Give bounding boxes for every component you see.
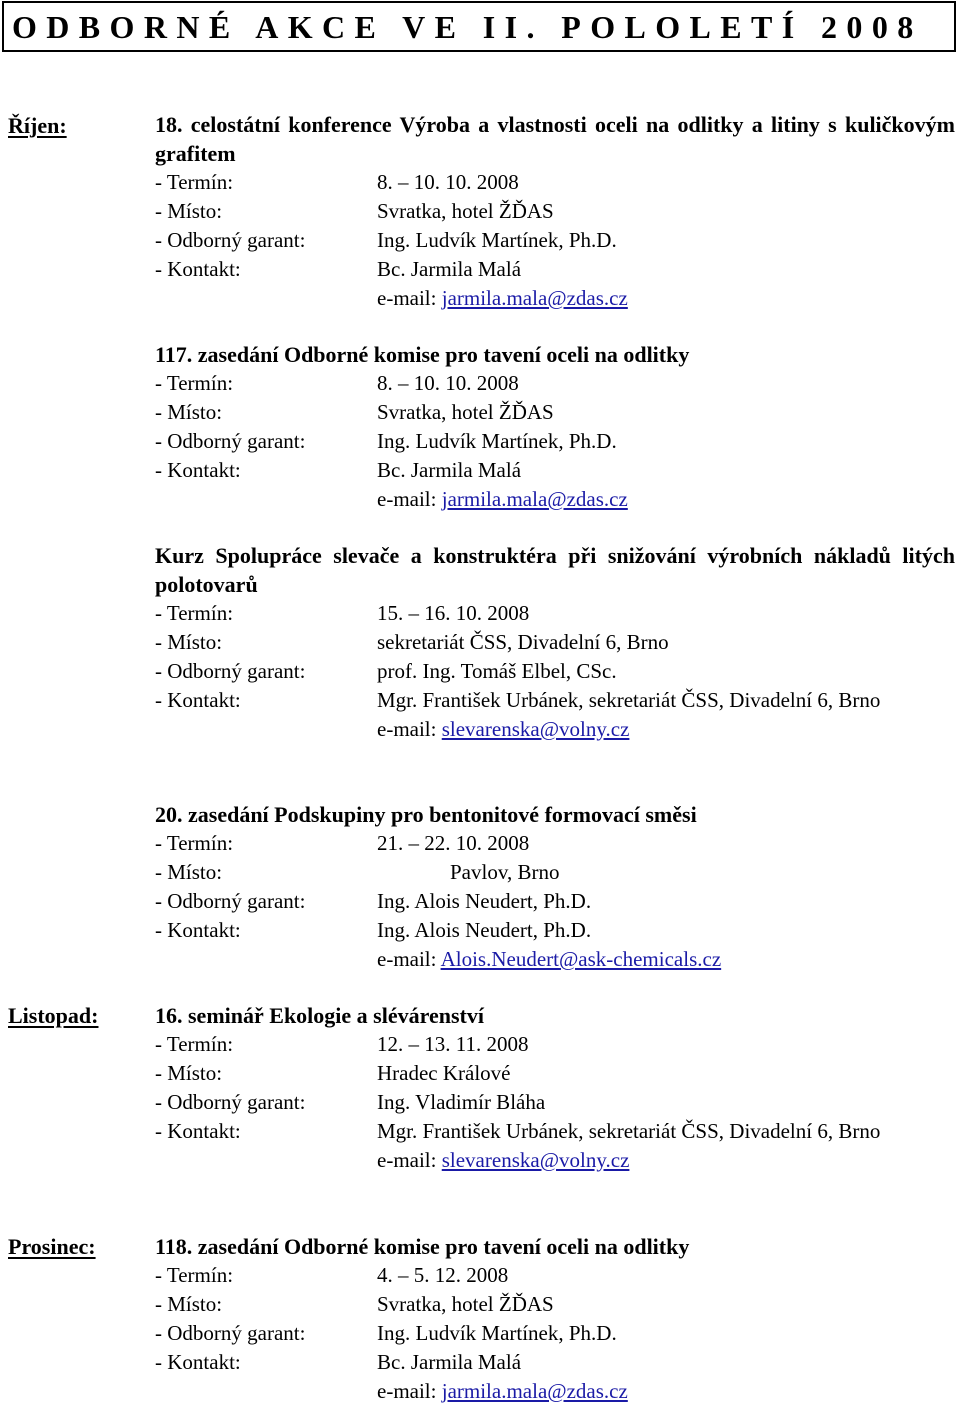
event-termin-row <box>155 829 955 858</box>
termin-label: - Termín: <box>155 371 234 395</box>
termin-label: - Termín: <box>155 170 234 194</box>
event-garant: prof. Ing. Tomáš Elbel, CSc. <box>377 659 617 683</box>
event-email-row <box>155 485 955 514</box>
event-kontakt-row <box>155 686 955 715</box>
termin-label: - Termín: <box>155 1263 234 1287</box>
email-link[interactable]: slevarenska@volny.cz <box>441 717 630 741</box>
email-label: e-mail: <box>377 487 442 511</box>
event-misto: sekretariát ČSS, Divadelní 6, Brno <box>377 630 669 654</box>
event-block <box>155 1232 955 1406</box>
email-label: e-mail: <box>377 1148 442 1172</box>
misto-label: - Místo: <box>155 860 223 884</box>
event-misto: Svratka, hotel ŽĎAS <box>377 1292 554 1316</box>
event-termin-row <box>155 1261 955 1290</box>
event-garant: Ing. Vladimír Bláha <box>377 1090 546 1114</box>
event-kontakt: Mgr. František Urbánek, sekretariát ČSS, Divadelní 6, Brno <box>377 688 881 712</box>
event-block <box>155 800 955 974</box>
email-link[interactable]: jarmila.mala@zdas.cz <box>441 286 628 310</box>
event-kontakt-row <box>155 1348 955 1377</box>
event-garant-row <box>155 1088 955 1117</box>
kontakt-label: - Kontakt: <box>155 1119 241 1143</box>
email-label: e-mail: <box>377 717 442 741</box>
kontakt-label: - Kontakt: <box>155 458 241 482</box>
event-email-row <box>155 284 955 313</box>
kontakt-label: - Kontakt: <box>155 688 241 712</box>
kontakt-label: - Kontakt: <box>155 1350 241 1374</box>
event-title: Kurz Spolupráce slevače a konstruktéra při snižování výrobních nákladů litých polotovarů <box>155 543 955 597</box>
event-block <box>155 541 955 744</box>
email-label: e-mail: <box>377 947 441 971</box>
event-block <box>155 340 955 514</box>
month-label-listopad: Listopad: <box>8 1003 99 1028</box>
kontakt-label: - Kontakt: <box>155 918 241 942</box>
event-title: 117. zasedání Odborné komise pro tavení oceli na odlitky <box>155 342 690 367</box>
event-block <box>155 110 955 313</box>
event-termin: 4. – 5. 12. 2008 <box>377 1263 509 1287</box>
event-misto-row <box>155 628 955 657</box>
event-termin-row <box>155 1030 955 1059</box>
event-termin: 8. – 10. 10. 2008 <box>377 371 519 395</box>
month-label-rijen: Říjen: <box>8 113 67 138</box>
event-termin: 21. – 22. 10. 2008 <box>377 831 530 855</box>
event-garant-row <box>155 1319 955 1348</box>
event-termin: 15. – 16. 10. 2008 <box>377 601 530 625</box>
event-garant: Ing. Ludvík Martínek, Ph.D. <box>377 228 617 252</box>
event-garant: Ing. Alois Neudert, Ph.D. <box>377 889 592 913</box>
event-title: 16. seminář Ekologie a slévárenství <box>155 1003 484 1028</box>
event-misto-row <box>155 1290 955 1319</box>
header-box <box>2 1 956 52</box>
email-label: e-mail: <box>377 286 442 310</box>
termin-label: - Termín: <box>155 1032 234 1056</box>
event-garant: Ing. Ludvík Martínek, Ph.D. <box>377 429 617 453</box>
misto-label: - Místo: <box>155 1292 223 1316</box>
event-title: 118. zasedání Odborné komise pro tavení oceli na odlitky <box>155 1234 690 1259</box>
event-kontakt-row <box>155 916 955 945</box>
garant-label: - Odborný garant: <box>155 1321 306 1345</box>
event-termin-row <box>155 369 955 398</box>
event-termin: 12. – 13. 11. 2008 <box>377 1032 529 1056</box>
garant-label: - Odborný garant: <box>155 1090 306 1114</box>
kontakt-label: - Kontakt: <box>155 257 241 281</box>
event-kontakt-row <box>155 255 955 284</box>
event-kontakt: Mgr. František Urbánek, sekretariát ČSS, Divadelní 6, Brno <box>377 1119 881 1143</box>
email-link[interactable]: jarmila.mala@zdas.cz <box>441 1379 628 1403</box>
misto-label: - Místo: <box>155 400 223 424</box>
event-misto: Svratka, hotel ŽĎAS <box>377 199 554 223</box>
termin-label: - Termín: <box>155 601 234 625</box>
event-kontakt: Bc. Jarmila Malá <box>377 458 522 482</box>
event-garant-row <box>155 427 955 456</box>
event-misto-row <box>155 858 955 887</box>
email-link[interactable]: jarmila.mala@zdas.cz <box>441 487 628 511</box>
month-label-prosinec: Prosinec: <box>8 1234 96 1259</box>
event-termin: 8. – 10. 10. 2008 <box>377 170 519 194</box>
event-garant: Ing. Ludvík Martínek, Ph.D. <box>377 1321 617 1345</box>
event-misto: Hradec Králové <box>377 1061 511 1085</box>
event-email-row <box>155 945 955 974</box>
event-block <box>155 1001 955 1175</box>
garant-label: - Odborný garant: <box>155 889 306 913</box>
email-link[interactable]: Alois.Neudert@ask-chemicals.cz <box>440 947 722 971</box>
event-termin-row <box>155 168 955 197</box>
event-garant-row <box>155 657 955 686</box>
event-garant-row <box>155 226 955 255</box>
event-email-row <box>155 1377 955 1406</box>
event-kontakt: Bc. Jarmila Malá <box>377 1350 522 1374</box>
page-title: ODBORNÉ AKCE VE II. POLOLETÍ 2008 <box>12 8 923 45</box>
email-link[interactable]: slevarenska@volny.cz <box>441 1148 630 1172</box>
event-misto-row <box>155 1059 955 1088</box>
event-kontakt-row <box>155 456 955 485</box>
misto-label: - Místo: <box>155 630 223 654</box>
event-email-row <box>155 1146 955 1175</box>
misto-label: - Místo: <box>155 1061 223 1085</box>
garant-label: - Odborný garant: <box>155 429 306 453</box>
event-kontakt-row <box>155 1117 955 1146</box>
event-kontakt: Bc. Jarmila Malá <box>377 257 522 281</box>
termin-label: - Termín: <box>155 831 234 855</box>
event-email-row <box>155 715 955 744</box>
email-label: e-mail: <box>377 1379 442 1403</box>
event-misto: Svratka, hotel ŽĎAS <box>377 400 554 424</box>
event-misto: Pavlov, Brno <box>450 860 560 884</box>
garant-label: - Odborný garant: <box>155 659 306 683</box>
event-misto-row <box>155 398 955 427</box>
event-misto-row <box>155 197 955 226</box>
garant-label: - Odborný garant: <box>155 228 306 252</box>
event-termin-row <box>155 599 955 628</box>
event-garant-row <box>155 887 955 916</box>
misto-label: - Místo: <box>155 199 223 223</box>
event-title: 18. celostátní konference Výroba a vlastnosti oceli na odlitky a litiny s kuličkovým grafitem <box>155 112 955 166</box>
event-title: 20. zasedání Podskupiny pro bentonitové formovací směsi <box>155 802 697 827</box>
event-kontakt: Ing. Alois Neudert, Ph.D. <box>377 918 592 942</box>
